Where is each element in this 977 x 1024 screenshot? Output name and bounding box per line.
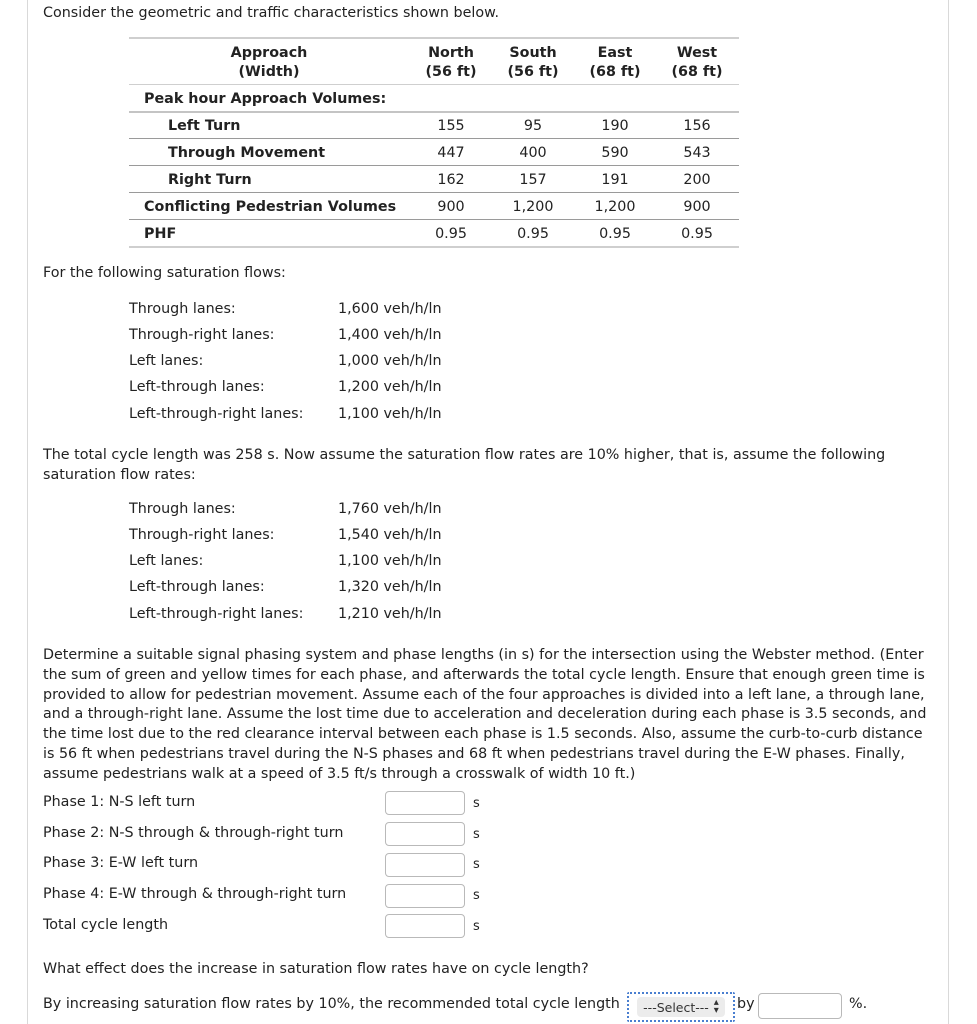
row-through-label: Through Movement — [168, 145, 326, 161]
sat2-label: Left lanes: — [129, 553, 204, 569]
phase2-label: Phase 2: N-S through & through-right turn — [43, 825, 344, 841]
sat1-label: Through-right lanes: — [129, 327, 275, 343]
effect-select-control[interactable] — [637, 997, 725, 1017]
row-rule — [129, 219, 739, 220]
section-rule — [129, 111, 739, 113]
total-cycle-input[interactable] — [385, 914, 465, 938]
total-cycle-label: Total cycle length — [43, 917, 168, 933]
table-cell: 590 — [601, 145, 629, 161]
row-rule — [129, 192, 739, 193]
table-cell: 900 — [437, 199, 465, 215]
header-north: North (56 ft) — [425, 45, 477, 80]
sat1-value: 1,400 veh/h/ln — [338, 327, 442, 343]
phase2-input[interactable] — [385, 822, 465, 846]
sat2-label: Left-through-right lanes: — [129, 606, 304, 622]
row-pedestrian-label: Conflicting Pedestrian Volumes — [144, 199, 397, 215]
table-cell: 156 — [683, 118, 711, 134]
percent-input[interactable] — [758, 993, 842, 1019]
sat1-label: Through lanes: — [129, 301, 236, 317]
sat2-value: 1,100 veh/h/ln — [338, 553, 442, 569]
phase4-unit: s — [473, 888, 480, 903]
sat-intro: For the following saturation flows: — [43, 265, 286, 281]
final-sentence-prefix: By increasing saturation flow rates by 10%, the recommended total cycle length — [43, 996, 620, 1012]
intro-text: Consider the geometric and traffic characteristics shown below. — [43, 5, 500, 21]
sat2-label: Through lanes: — [129, 501, 236, 517]
phase1-unit: s — [473, 796, 480, 811]
table-top-rule — [129, 37, 739, 39]
table-cell: 190 — [601, 118, 629, 134]
sat1-value: 1,200 veh/h/ln — [338, 379, 442, 395]
table-cell: 400 — [519, 145, 547, 161]
effect-select[interactable] — [627, 992, 735, 1022]
row-rule — [129, 165, 739, 166]
effect-question: What effect does the increase in saturation flow rates have on cycle length? — [43, 961, 589, 977]
header-east: East (68 ft) — [589, 45, 641, 80]
by-label: by — [737, 996, 755, 1012]
phase1-label: Phase 1: N-S left turn — [43, 794, 196, 810]
phase3-label: Phase 3: E-W left turn — [43, 855, 199, 871]
percent-suffix: %. — [849, 996, 868, 1012]
sat2-value: 1,540 veh/h/ln — [338, 527, 442, 543]
table-cell: 155 — [437, 118, 465, 134]
row-left-turn-label: Left Turn — [168, 118, 241, 134]
section-label: Peak hour Approach Volumes: — [144, 91, 387, 107]
table-cell: 191 — [601, 172, 629, 188]
table-bottom-rule — [129, 246, 739, 248]
sat1-label: Left-through-right lanes: — [129, 406, 304, 422]
phase4-input[interactable] — [385, 884, 465, 908]
table-cell: 900 — [683, 199, 711, 215]
header-rule — [129, 84, 739, 85]
instructions-text: Determine a suitable signal phasing system and phase lengths (in s) for the intersection using the Webster method. (Enter the sum of green and yellow times for each phase, and afterwards the total cycle length. Ensure that enough green time is provided to allow for pedestrian movement. Assume each of the four approaches is divided into a left lane, a through lane, and a through-right lane. Assume the lost time due to acceleration and deceleration during each phase is 3.5 seconds, and the time lost due to the red clearance interval between each phase is 1.5 seconds. Also, assume the curb-to-curb distance is 56 ft when pedestrians travel during the N-S phases and 68 ft when pedestrians travel during the E-W phases. Finally, assume pedestrians walk at a speed of 3.5 ft/s through a crosswalk of width 10 ft.) — [43, 647, 927, 782]
row-right-turn-label: Right Turn — [168, 172, 252, 188]
table-cell: 0.95 — [435, 226, 467, 242]
sat2-value: 1,320 veh/h/ln — [338, 579, 442, 595]
table-cell: 200 — [683, 172, 711, 188]
phase1-input[interactable] — [385, 791, 465, 815]
sat2-label: Left-through lanes: — [129, 579, 265, 595]
table-cell: 0.95 — [517, 226, 549, 242]
row-rule — [129, 138, 739, 139]
total-cycle-unit: s — [473, 919, 480, 934]
phase4-label: Phase 4: E-W through & through-right turn — [43, 886, 347, 902]
table-cell: 95 — [523, 118, 543, 134]
table-cell: 543 — [683, 145, 711, 161]
sat1-label: Left-through lanes: — [129, 379, 265, 395]
phase3-input[interactable] — [385, 853, 465, 877]
phase3-unit: s — [473, 857, 480, 872]
phase2-unit: s — [473, 827, 480, 842]
sat2-value: 1,760 veh/h/ln — [338, 501, 442, 517]
table-cell: 157 — [519, 172, 547, 188]
table-cell: 1,200 — [512, 199, 554, 215]
header-west: West (68 ft) — [671, 45, 723, 80]
effect-select-value: ---Select--- — [643, 999, 709, 1015]
sat1-value: 1,100 veh/h/ln — [338, 406, 442, 422]
row-phf-label: PHF — [144, 226, 177, 242]
sat1-label: Left lanes: — [129, 353, 204, 369]
sat2-value: 1,210 veh/h/ln — [338, 606, 442, 622]
sat2-label: Through-right lanes: — [129, 527, 275, 543]
table-cell: 0.95 — [599, 226, 631, 242]
select-arrows-icon: ▴ ▾ — [713, 997, 719, 1016]
cycle-text: The total cycle length was 258 s. Now assume the saturation flow rates are 10% higher, that is, assume the following saturation flow rates: — [43, 447, 886, 483]
table-cell: 0.95 — [681, 226, 713, 242]
table-cell: 1,200 — [594, 199, 636, 215]
sat1-value: 1,000 veh/h/ln — [338, 353, 442, 369]
header-south: South (56 ft) — [507, 45, 559, 80]
header-approach: Approach (Width) — [230, 45, 308, 80]
table-cell: 447 — [437, 145, 465, 161]
sat1-value: 1,600 veh/h/ln — [338, 301, 442, 317]
table-cell: 162 — [437, 172, 465, 188]
